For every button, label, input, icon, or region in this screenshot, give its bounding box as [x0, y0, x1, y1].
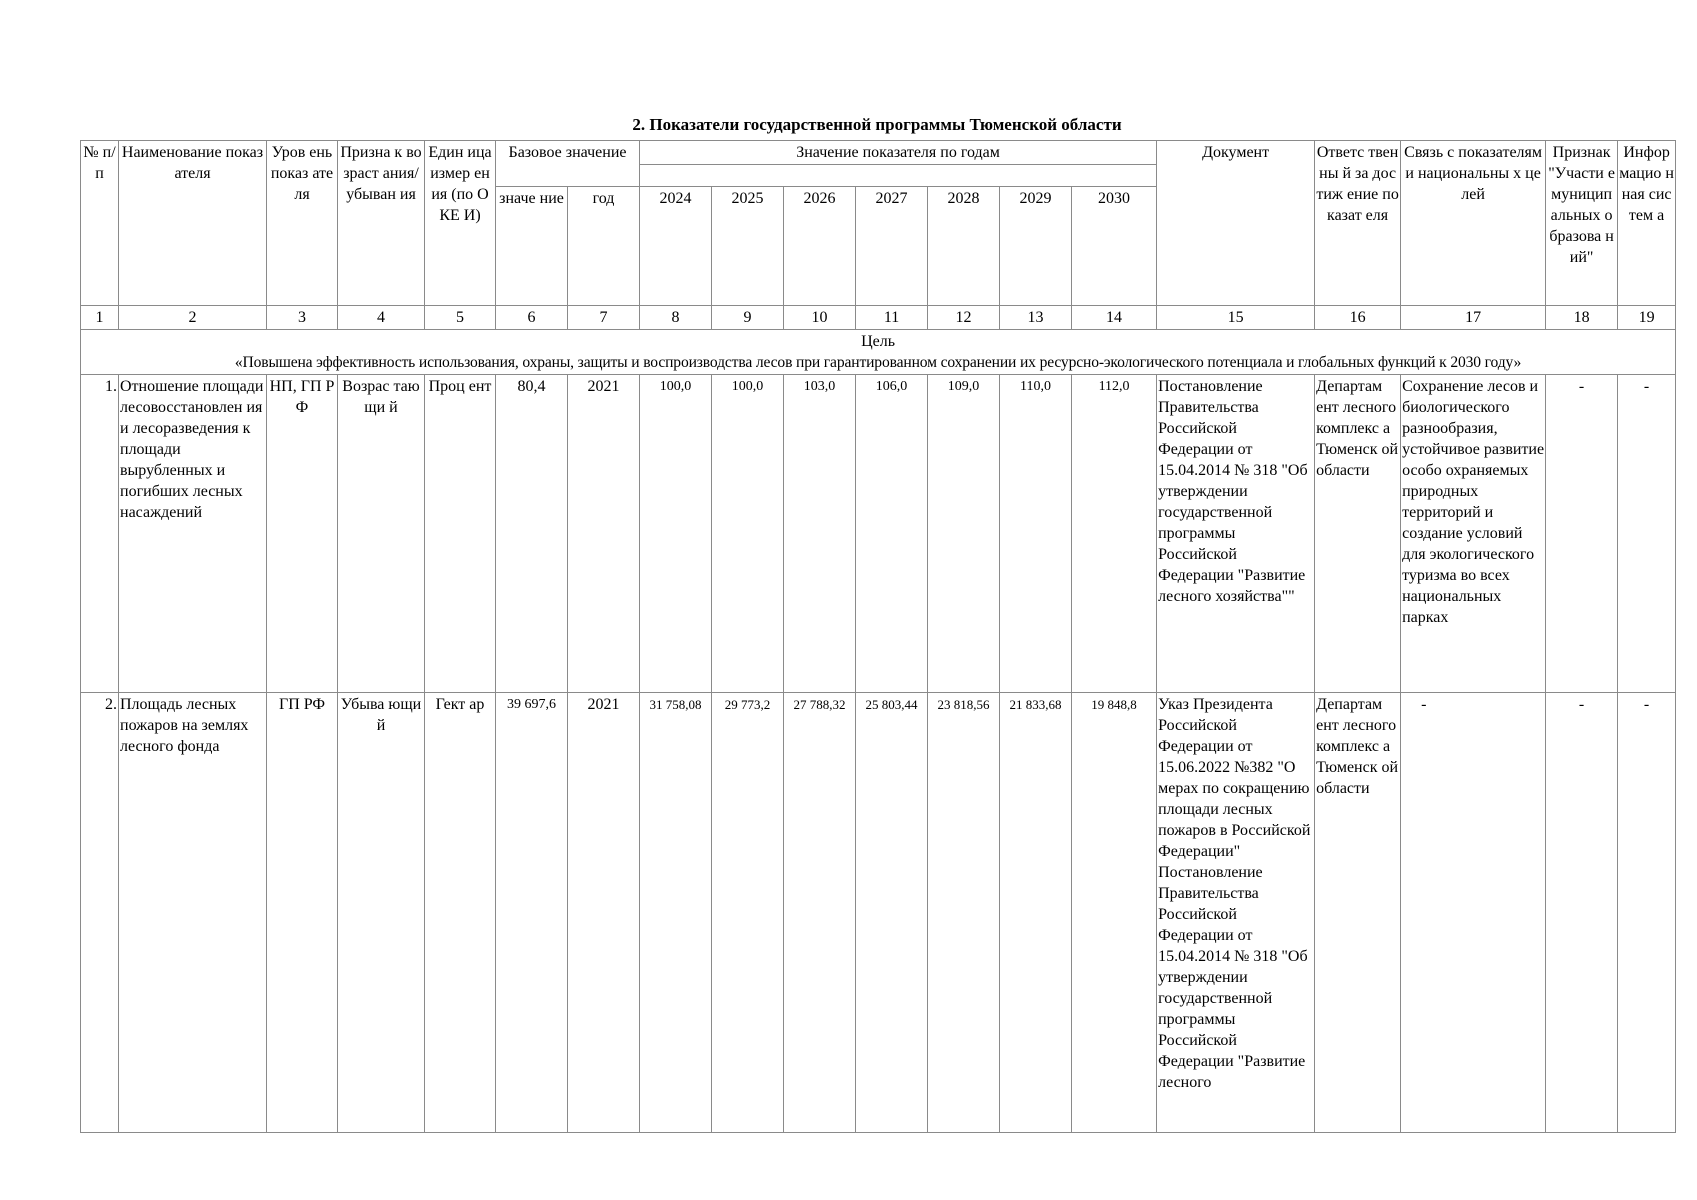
row-base-value: 80,4: [496, 375, 568, 693]
row-municipal: -: [1546, 693, 1618, 1133]
header-base-value: значе ние: [496, 187, 568, 306]
column-number: 14: [1072, 306, 1157, 330]
row-num: 2.: [81, 693, 119, 1133]
row-infosystem: -: [1618, 375, 1676, 693]
row-base-year: 2021: [568, 693, 640, 1133]
goal-row: [81, 330, 1676, 375]
row-value-2026: 103,0: [784, 375, 856, 693]
row-value-2028: 109,0: [928, 375, 1000, 693]
row-link: Сохранение лесов и биологического разнообразия, устойчивое развитие особо охраняемых природных территорий и создание условий для экологического туризма во всех национальных парках: [1401, 375, 1546, 693]
header-level: Уров ень показ ателя: [267, 141, 338, 306]
column-number: 16: [1315, 306, 1401, 330]
row-document: Постановление Правительства Российской Федерации от 15.04.2014 № 318 "Об утверждении государственной программы Российской Федерации "Развитие лесного хозяйства"": [1157, 375, 1315, 693]
header-year-2028: 2028: [928, 187, 1000, 306]
row-responsible: Департам ент лесного комплекс а Тюменск ой области: [1315, 375, 1401, 693]
row-name: Площадь лесных пожаров на землях лесного фонда: [119, 693, 267, 1133]
header-year-2027: 2027: [856, 187, 928, 306]
header-municipal: Признак "Участи е муницип альных образова ний": [1546, 141, 1618, 306]
row-municipal: -: [1546, 375, 1618, 693]
column-number: 13: [1000, 306, 1072, 330]
row-value-2030: 112,0: [1072, 375, 1157, 693]
row-infosystem: -: [1618, 693, 1676, 1133]
row-base-value: 39 697,6: [496, 693, 568, 1133]
header-year-2026: 2026: [784, 187, 856, 306]
column-number: 1: [81, 306, 119, 330]
column-number: 18: [1546, 306, 1618, 330]
row-value-2030: 19 848,8: [1072, 693, 1157, 1133]
goal-text: «Повышена эффективность использования, охраны, защиты и воспроизводства лесов при гарантированном сохранении их ресурсно-экологического потенциала и глобальных функций к 2030 году»: [234, 354, 1522, 371]
row-value-2029: 110,0: [1000, 375, 1072, 693]
row-unit: Гект ар: [425, 693, 496, 1133]
row-link: -: [1401, 693, 1546, 1133]
header-document: Документ: [1157, 141, 1315, 306]
row-value-2025: 29 773,2: [712, 693, 784, 1133]
row-document: Указ Президента Российской Федерации от 15.06.2022 №382 "О мерах по сокращению площади лесных пожаров в Российской Федерации" Постановление Правительства Российской Федерации от 15.04.2014 № 318 "Об утверждении государственной программы Российской Федерации "Развитие лесного: [1157, 693, 1315, 1133]
column-number: 10: [784, 306, 856, 330]
header-year-2025: 2025: [712, 187, 784, 306]
column-number: 3: [267, 306, 338, 330]
row-name: Отношение площади лесовосстановлен ия и лесоразведения к площади вырубленных и погибших лесных насаждений: [119, 375, 267, 693]
row-value-2028: 23 818,56: [928, 693, 1000, 1133]
header-year-2029: 2029: [1000, 187, 1072, 306]
column-number: 2: [119, 306, 267, 330]
row-value-2024: 31 758,08: [640, 693, 712, 1133]
row-unit: Проц ент: [425, 375, 496, 693]
row-value-2026: 27 788,32: [784, 693, 856, 1133]
row-responsible: Департам ент лесного комплекс а Тюменск ой области: [1315, 693, 1401, 1133]
column-number: 5: [425, 306, 496, 330]
row-base-year: 2021: [568, 375, 640, 693]
column-number: 17: [1401, 306, 1546, 330]
table-row: [81, 375, 1676, 693]
header-years-group: Значение показателя по годам: [640, 141, 1157, 165]
row-sign: Убыва ющий: [338, 693, 425, 1133]
page-title: 2. Показатели государственной программы Тюменской области: [632, 115, 1122, 134]
goal-label: Цель: [861, 333, 896, 350]
header-link: Связь с показателями национальны х целей: [1401, 141, 1546, 306]
header-num: № п/ п: [81, 141, 119, 306]
row-num: 1.: [81, 375, 119, 693]
row-value-2027: 25 803,44: [856, 693, 928, 1133]
row-sign: Возрас тающи й: [338, 375, 425, 693]
header-years-spacer: [640, 165, 1157, 187]
row-value-2025: 100,0: [712, 375, 784, 693]
goal-cell: [81, 330, 1676, 375]
header-name: Наименование показателя: [119, 141, 267, 306]
row-level: НП, ГП РФ: [267, 375, 338, 693]
header-year-2024: 2024: [640, 187, 712, 306]
row-value-2024: 100,0: [640, 375, 712, 693]
row-value-2027: 106,0: [856, 375, 928, 693]
column-number: 4: [338, 306, 425, 330]
column-number: 6: [496, 306, 568, 330]
header-year-2030: 2030: [1072, 187, 1157, 306]
column-number: 11: [856, 306, 928, 330]
header-responsible: Ответс твенны й за достиж ение показат еля: [1315, 141, 1401, 306]
row-value-2029: 21 833,68: [1000, 693, 1072, 1133]
row-level: ГП РФ: [267, 693, 338, 1133]
column-number: 19: [1618, 306, 1676, 330]
column-numbers-row: [81, 306, 1676, 330]
header-unit: Един ица измер ения (по ОКЕ И): [425, 141, 496, 306]
column-number: 12: [928, 306, 1000, 330]
column-number: 9: [712, 306, 784, 330]
header-base-year: год: [568, 187, 640, 306]
indicators-table: [80, 140, 1676, 1133]
header-base: Базовое значение: [496, 141, 640, 187]
table-row: [81, 693, 1676, 1133]
column-number: 15: [1157, 306, 1315, 330]
header-row-1: [81, 141, 1676, 165]
header-infosystem: Инфор мацио нная систем а: [1618, 141, 1676, 306]
header-sign: Призна к возраст ания/ убыван ия: [338, 141, 425, 306]
column-number: 7: [568, 306, 640, 330]
column-number: 8: [640, 306, 712, 330]
